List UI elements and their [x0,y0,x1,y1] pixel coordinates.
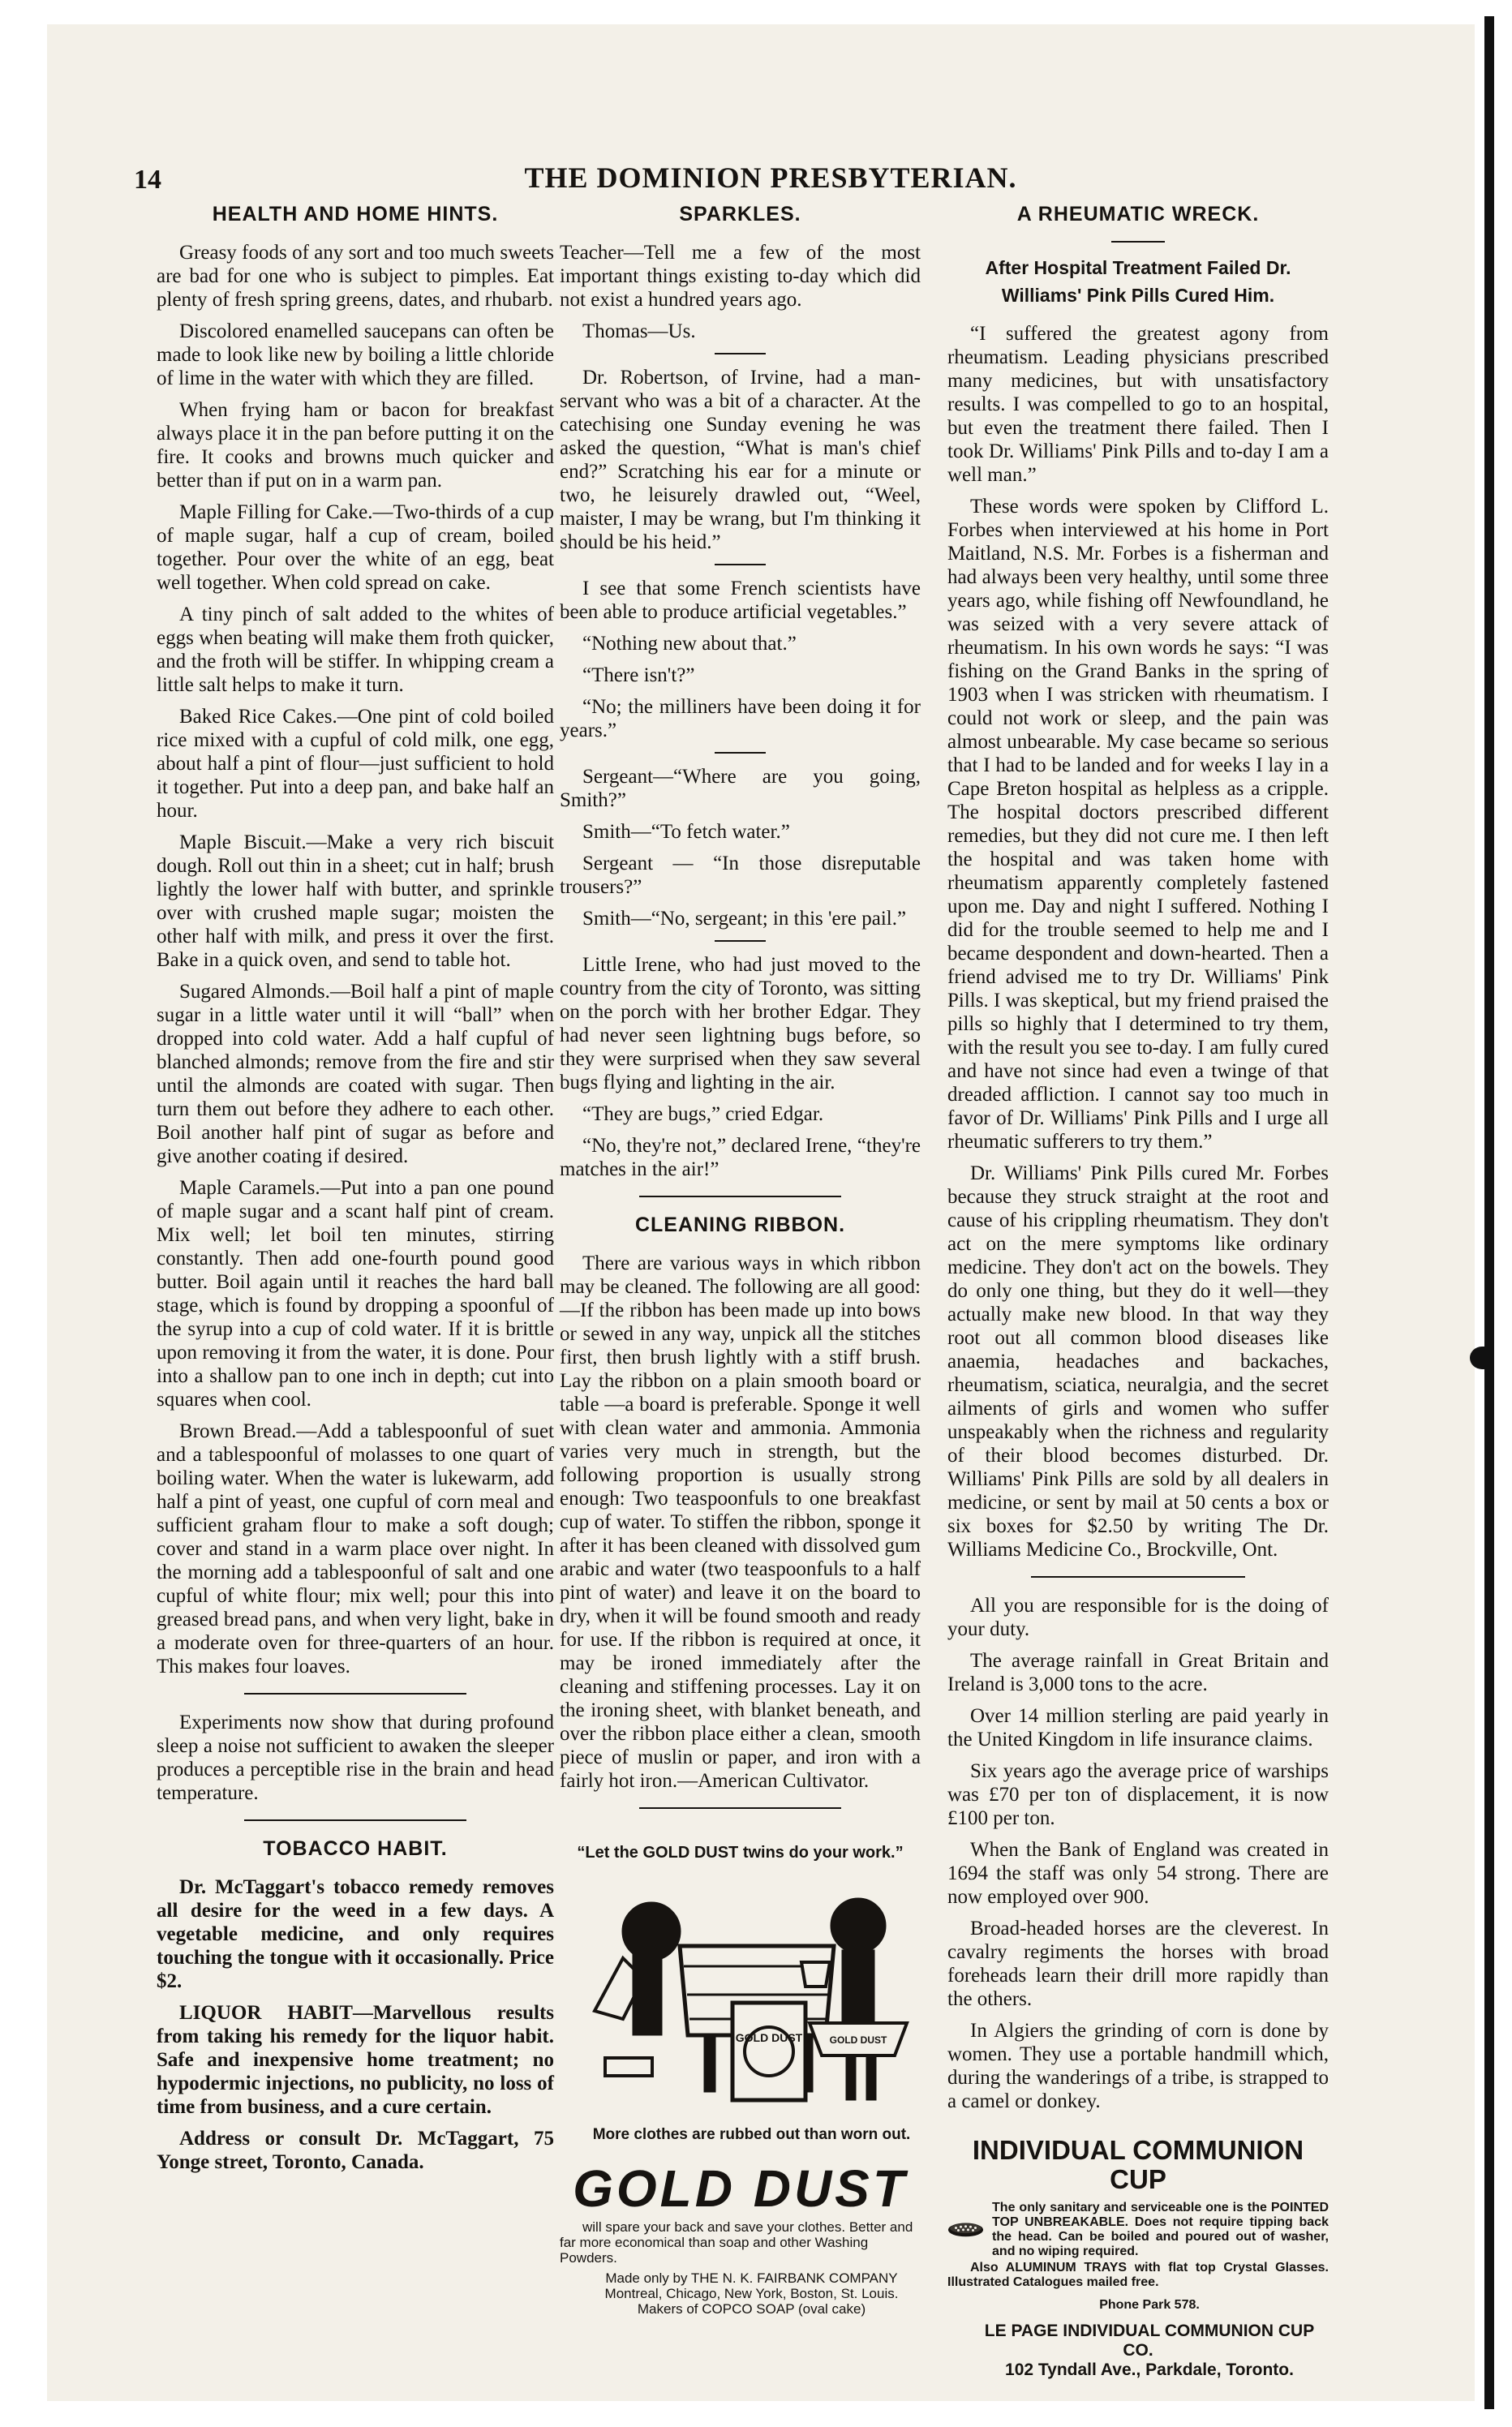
short-divider [715,752,765,754]
box-label: GOLD DUST [735,2031,802,2044]
note-paragraph: When the Bank of England was created in 1694 the staff was only 54 strong. There are now employed over 900. [947,1839,1329,1908]
subheading-pink-pills: After Hospital Treatment Failed Dr. Williams' Pink Pills Cured Him. [985,257,1291,306]
joke-line: “There isn't?” [582,664,695,686]
hint-paragraph: When frying ham or bacon for breakfast always place it in the pan before putting it on the fire. It cooks and browns much quicker and better than if put on in a warm pan. [157,399,554,492]
communion-cup-company: LE PAGE INDIVIDUAL COMMUNION CUP CO. [984,2322,1315,2360]
hint-paragraph: Baked Rice Cakes.—One pint of cold boiled rice mixed with a cupful of cold milk, one egg, about half a pint of flour—just sufficient to hold it together. Put into a deep pan, and bake half an hour. [157,706,554,822]
tobacco-paragraph: Dr. McTaggart's tobacco remedy removes all desire for the weed in a few days. A vegetable medicine, and only requires touching the tongue with it occasionally. Price $2. [157,1876,554,1992]
note-paragraph: All you are responsible for is the doing of your duty. [947,1595,1329,1640]
hint-paragraph: Discolored enamelled saucepans can often be made to look like new by boiling a little chloride of lime in the water with which they are filled. [157,320,554,389]
joke-line: I see that some French scientists have been able to produce artificial vegetables.” [560,578,921,623]
gold-dust-cities: Montreal, Chicago, New York, Boston, St. Louis. [604,2286,899,2301]
communion-cup-trays: Also ALUMINUM TRAYS with flat top Crystal Glasses. Illustrated Catalogues mailed free. [947,2261,1329,2289]
divider [639,1196,841,1197]
hint-paragraph: Maple Biscuit.—Make a very rich biscuit dough. Roll out thin in a sheet; cut in half; brush lightly the lower half with butter, and sprinkle over with crushed maple sugar; moisten the other half with milk, and press it over the first. Bake in a quick oven, and send to table hot. [157,831,554,971]
divider [244,1819,466,1821]
joke-line: Teacher—Tell me a few of the most important things existing to-day which did not exist a hundred years ago. [560,242,921,311]
masthead: THE DOMINION PRESBYTERIAN. [524,161,1017,194]
joke-line: “No; the milliners have been doing it for years.” [560,696,921,741]
gold-dust-advert [560,1841,921,2317]
communion-cup-advert [947,2136,1329,2380]
short-divider [715,564,765,565]
pail [801,1962,830,1987]
heading-health-home-hints: HEALTH AND HOME HINTS. [212,203,499,226]
heading-tobacco-habit: TOBACCO HABIT. [263,1837,448,1860]
twin-body-left [633,1954,662,2035]
gold-dust-makers-of: Makers of COPCO SOAP (oval cake) [637,2301,866,2317]
communion-cup-description: The only sanitary and serviceable one is the POINTED TOP UNBREAKABLE. Does not require tipping back the head. Can be boiled and poured out of washer, and no wiping required. [992,2201,1329,2258]
communion-tray-illustration [947,2201,984,2257]
address-paragraph: Address or consult Dr. McTaggart, 75 Yonge street, Toronto, Canada. [157,2128,554,2173]
gold-dust-caption: More clothes are rubbed out than worn out. [592,2126,911,2143]
joke-line: Little Irene, who had just moved to the country from the city of Toronto, was sitting on the porch with her brother Edgar. They had never seen lightning bugs before, so they were surprised when they saw several bugs flying and lighting in the air. [560,954,921,1093]
hint-paragraph: Maple Filling for Cake.—Two-thirds of a cup of maple sugar, half a cup of cream, boiled together. Pour over the white of an egg, beat well together. When cold spread on cake. [157,501,554,594]
communion-cup-headline: INDIVIDUAL COMMUNION CUP [972,2135,1304,2194]
gold-dust-body: will spare your back and save your clothes. Better and far more economical than soap and other Washing Powders. [560,2219,913,2266]
tub-leg [704,2035,715,2092]
joke-line: Smith—“To fetch water.” [582,821,790,843]
joke-line: “No, they're not,” declared Irene, “they're matches in the air!” [560,1135,921,1180]
article-paragraph: “I suffered the greatest agony from rheumatism. Leading physicians prescribed many medicines, but with unsatisfactory results. I was compelled to go to an hospital, but even the treatment there failed. Then I took Dr. Williams' Pink Pills and to-day I am a well man.” [947,323,1329,486]
skirt-label: GOLD DUST [829,2034,887,2046]
joke-line: “They are bugs,” cried Edgar. [582,1103,824,1125]
hint-paragraph: Maple Caramels.—Put into a pan one pound of maple sugar and a scant half pint of cream. Mix well; let boil ten minutes, stirring constantly. Then add one-fourth pound good butter. Boil again until it reaches the hard ball stage, which is found by dropping a spoonful of the syrup into a cup of cold water. If it is brittle upon removing it from the water, it is done. Pour into a shallow pan to one inch in depth; cut into squares when cool. [157,1177,554,1411]
communion-cup-address: 102 Tyndall Ave., Parkdale, Toronto. [1005,2360,1294,2379]
twin-head-right [831,1898,886,1953]
gold-dust-tagline: “Let the GOLD DUST twins do your work.” [577,1844,904,1862]
twin-body-right [842,1950,874,2023]
divider [1031,1576,1244,1578]
gold-dust-logo: GOLD DUST [573,2159,908,2218]
gold-dust-twins-illustration [566,1873,915,2116]
hint-paragraph: Brown Bread.—Add a tablespoonful of suet and a tablespoonful of molasses to one quart of boiling water. When the water is lukewarm, add half a pint of yeast, one cupful of corn meal and sufficient graham flour to make a soft dough; cover and stand in a warm place over night. In the morning add a tablespoonful of salt and one cupful of white flour; mix well; pour this into greased bread pans, and when very light, bake in a moderate oven for three-quarters of an hour. This makes four loaves. [157,1420,554,1677]
joke-robertson: Dr. Robertson, of Irvine, had a man-servant who was a bit of a character. At the catechising one Sunday evening he was asked the question, “What is man's chief end?” Scratching his ear for a minute or two, he leisurely drawled out, “Weel, maister, I may be wrang, but I'm thinking it should be his heid.” [560,367,921,553]
joke-line: Sergeant — “In those disreputable trousers?” [560,853,921,898]
tobacco-advert [157,1875,554,2174]
hint-paragraph: A tiny pinch of salt added to the whites of eggs when beating will make them froth quicker, and the froth will be stiffer. In whipping cream a little salt helps to make it turn. [157,604,554,696]
divider [639,1807,841,1809]
joke-line: Sergeant—“Where are you going, Smith?” [560,766,921,811]
hint-paragraph: Greasy foods of any sort and too much sweets are bad for one who is subject to pimples. Eat plenty of fresh spring greens, dates, and rhubarb. [157,242,554,311]
ribbon-paragraph: There are various ways in which ribbon may be cleaned. The following are all good:—If the ribbon has been made up into bows or sewed in any way, unpick all the stitches first, then brush lightly with a stiff brush. Lay the ribbon on a plain smooth board or table —a board is preferable. Sponge it well with clean water and ammonia. Ammonia varies very much in strength, but the following proportion is usually strong enough: Two teaspoonfuls to one breakfast cup of water. To stiffen the ribbon, sponge it after it has been cleaned with dissolved gum arabic and water (two teaspoonfuls to a half pint of water) and leave it on the board to dry, when it will be found smooth and ready for use. If the ribbon is required at once, it may be ironed immediately after the cleaning and stiffening processes. Lay it on the ironing sheet, with blanket beneath, and over the ribbon place either a clean, smooth piece of muslin or paper, and iron with a fairly hot iron.—American Cultivator. [560,1252,921,1792]
note-paragraph: The average rainfall in Great Britain and Ireland is 3,000 tons to the acre. [947,1650,1329,1695]
joke-line: Thomas—Us. [582,320,696,342]
heading-sparkles: SPARKLES. [679,203,801,226]
short-divider [1111,241,1165,243]
washboard-stand [605,2058,652,2076]
column-rheumatic-wreck [947,203,1329,2380]
note-paragraph: Broad-headed horses are the cleverest. In cavalry regiments the horses with broad foreheads learn their drill more rapidly than the others. [947,1918,1329,2010]
twin-head-left [622,1902,681,1961]
page-edge-scan-border [1484,16,1494,2409]
note-paragraph: Over 14 million sterling are paid yearly in the United Kingdom in life insurance claims. [947,1705,1329,1750]
column-sparkles [560,203,921,2317]
page-number: 14 [134,165,161,195]
binding-notch [1470,1347,1494,1369]
joke-line: Smith—“No, sergeant; in this 'ere pail.” [582,908,907,930]
heading-rheumatic-wreck: A RHEUMATIC WRECK. [1016,203,1260,226]
liquor-paragraph: LIQUOR HABIT—Marvellous results from taking his remedy for the liquor habit. Safe and inexpensive home treatment; no hypodermic injections, no publicity, no loss of time from business, and a cure certain. [157,2002,554,2118]
joke-line: “Nothing new about that.” [582,633,797,655]
divider [244,1693,466,1695]
article-paragraph: These words were spoken by Clifford L. Forbes when interviewed at his home in Port Maitland, N.S. Mr. Forbes is a fisherman and had always been very healthy, until some three years ago, while fishing off Newfoundland, he was seized with a very severe attack of rheumatism. In his own words he says: “I was fishing on the Grand Banks in the spring of 1903 when I was stricken with rheumatism. I could not work or sleep, and the pain was almost unbearable. My case became so serious that I had to be landed and for weeks I lay in a Cape Breton hospital as helpless as a cripple. The hospital doctors prescribed different remedies, but they did not cure me. I then left the hospital and was taken home with rheumatism apparently completely fastened upon me. Day and night I suffered. Nothing I did for the trouble seemed to help me and I became despondent and down-hearted. Then a friend advised me to try Dr. Williams' Pink Pills. I was skeptical, but my friend praised the pills so highly that I determined to try them, with the result you see to-day. I am fully cured and have not since had even a twinge of that dreaded affliction. I cannot say too much in favor of Dr. Williams' Pink Pills and I urge all rheumatic sufferers to try them.” [947,496,1329,1153]
short-divider [715,353,765,354]
column-health-home-hints [157,203,554,2182]
experiments-paragraph: Experiments now show that during profound sleep a noise not sufficient to awaken the sleeper produces a perceptible rise in the brain and head temperature. [157,1712,554,1804]
gold-dust-maker: Made only by THE N. K. FAIRBANK COMPANY [605,2270,898,2286]
communion-cup-phone: Phone Park 578. [1099,2298,1200,2312]
note-paragraph: In Algiers the grinding of corn is done by women. They use a portable handmill which, during the wanderings of a tribe, is strapped to a camel or donkey. [947,2020,1329,2112]
article-paragraph: Dr. Williams' Pink Pills cured Mr. Forbes because they struck straight at the root and cause of his crippling rheumatism. They don't act on the mere symptoms like ordinary medicine. They don't act on the bowels. They do only one thing, but they do it well—they actually make new blood. In that way they root out all common blood diseases like anaemia, headaches and backaches, rheumatism, sciatica, neuralgia, and the secret ailments of girls and women who suffer unspeakably when the richness and regularity of their blood becomes disturbed. Dr. Williams' Pink Pills are sold by all dealers in medicine, or sent by mail at 50 cents a box or six boxes for $2.50 by writing The Dr. Williams Medicine Co., Brockville, Ont. [947,1162,1329,1561]
short-divider [715,940,765,942]
note-paragraph: Six years ago the average price of warships was £70 per ton of displacement, it is now £100 per ton. [947,1760,1329,1829]
hint-paragraph: Sugared Almonds.—Boil half a pint of maple sugar in a little water until it will “ball” when dropped into cold water. Add a half cupful of blanched almonds; remove from the fire and stir until the almonds are coated with sugar. Then turn them out before they adhere to each other. Boil another half pint of sugar as before and give another coating if desired. [157,981,554,1167]
heading-cleaning-ribbon: CLEANING RIBBON. [634,1214,846,1236]
